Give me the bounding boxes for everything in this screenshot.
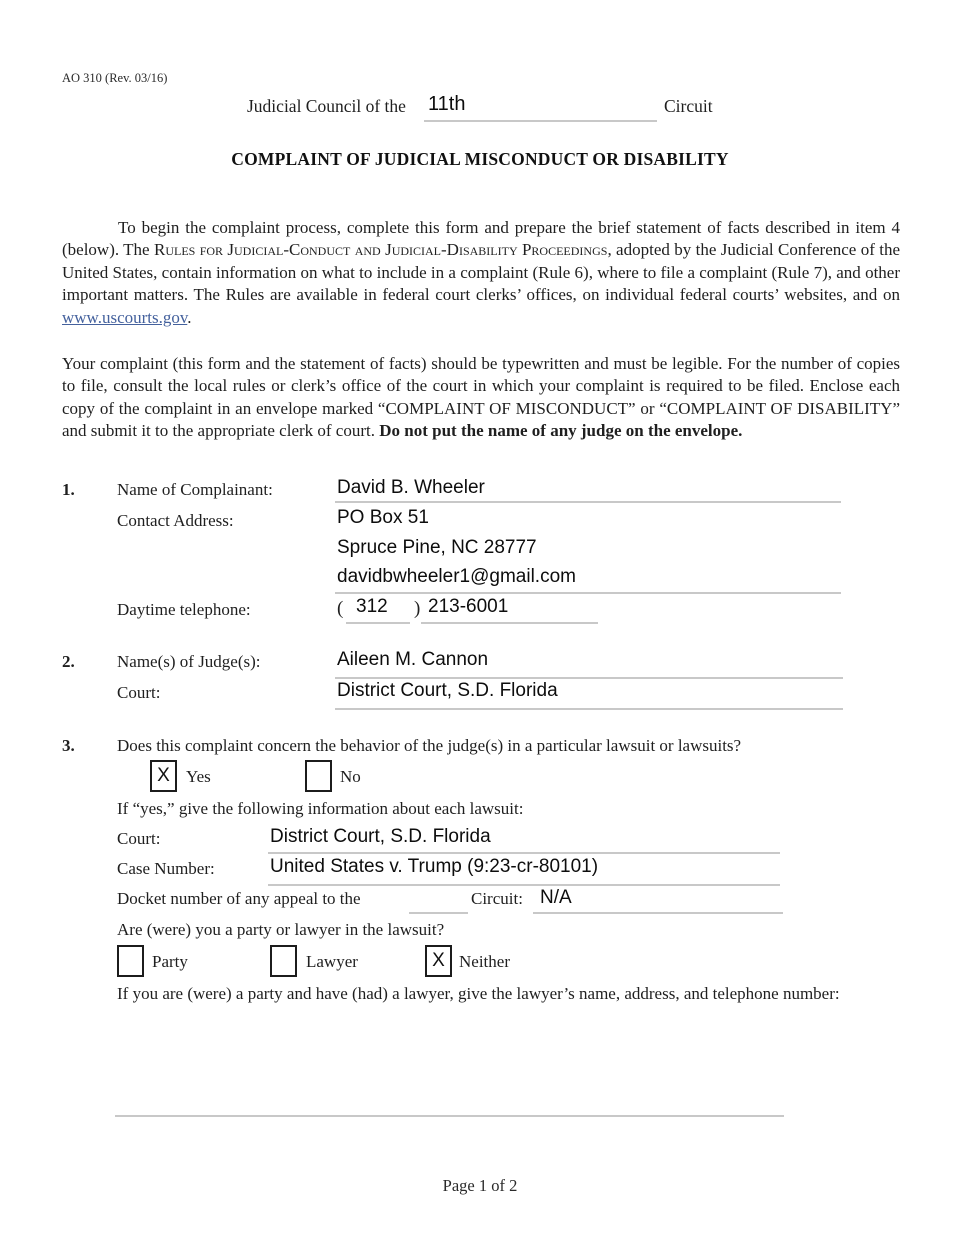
lawsuit-court-label: Court: <box>117 829 161 848</box>
case-number-label: Case Number: <box>117 859 215 878</box>
intro-paragraph-1 <box>62 217 900 329</box>
item2-court-label: Court: <box>117 683 161 702</box>
party-checkbox[interactable] <box>117 945 144 977</box>
form-title: COMPLAINT OF JUDICIAL MISCONDUCT OR DISABILITY <box>231 149 729 169</box>
judge-court-underline <box>335 708 843 710</box>
item3-number: 3. <box>62 736 75 755</box>
page-number: Page 1 of 2 <box>442 1176 518 1195</box>
party-question: Are (were) you a party or lawyer in the lawsuit? <box>117 920 445 939</box>
no-checkbox[interactable] <box>305 760 332 792</box>
intro-p1-rules-title: Rules for Judicial-Conduct and Judicial-Disability Proceedings <box>153 240 608 260</box>
council-line-prefix: Judicial Council of the <box>247 96 406 116</box>
phone-number-field[interactable]: 213-6001 <box>428 596 509 617</box>
item2-judges-label: Name(s) of Judge(s): <box>117 652 261 671</box>
neither-checkbox[interactable]: X <box>425 945 452 977</box>
lawsuit-court-underline <box>268 852 780 854</box>
item3-question: Does this complaint concern the behavior of the judge(s) in a particular lawsuit or lawsuits? <box>117 736 742 755</box>
item1-phone-label: Daytime telephone: <box>117 600 251 619</box>
docket-number-underline <box>533 912 783 914</box>
council-circuit-underline <box>424 120 657 122</box>
phone-area-code-field[interactable]: 312 <box>356 596 388 617</box>
lawsuit-court-field[interactable]: District Court, S.D. Florida <box>270 826 491 847</box>
item1-address-label: Contact Address: <box>117 511 234 530</box>
contact-address-line1-field[interactable]: PO Box 51 <box>337 507 429 528</box>
council-line-suffix: Circuit <box>664 96 713 116</box>
contact-address-line2-field[interactable]: Spruce Pine, NC 28777 <box>337 537 537 558</box>
phone-number-underline <box>421 622 598 624</box>
complainant-name-field[interactable]: David B. Wheeler <box>337 477 485 498</box>
docket-prefix-label: Docket number of any appeal to the <box>117 889 361 908</box>
item1-number: 1. <box>62 480 75 499</box>
complainant-name-underline <box>335 501 841 503</box>
phone-open-paren: ( <box>337 598 344 619</box>
judge-court-field[interactable]: District Court, S.D. Florida <box>337 680 558 701</box>
council-circuit-field[interactable]: 11th <box>428 93 466 115</box>
item2-number: 2. <box>62 652 75 671</box>
form-number: AO 310 (Rev. 03/16) <box>62 71 168 85</box>
contact-address-line3-field[interactable]: davidbwheeler1@gmail.com <box>337 566 576 587</box>
if-yes-prompt: If “yes,” give the following information about each lawsuit: <box>117 799 524 818</box>
phone-area-code-underline <box>346 622 410 624</box>
phone-close-paren: ) <box>414 598 421 619</box>
intro-p2-normal: Your complaint (this form and the statement of facts) should be typewritten and must be legible. For the number of copies to file, consult the local rules or clerk’s office of the court in which your complaint is required to be filed. Enclose each copy of the complaint in an envelope marked “COMPLAINT OF MISCONDUCT” or “COMPLAINT OF DISABILITY” and submit it to the appropriate clerk of court. <box>62 354 900 441</box>
yes-checkbox-label: Yes <box>186 767 211 786</box>
item1-name-label: Name of Complainant: <box>117 480 273 499</box>
intro-paragraph-2 <box>62 353 900 443</box>
intro-p1-start: To begin the complaint process, complete this form and prepare the brief statement of facts described in item 4 (below). The <box>62 218 900 260</box>
lawyer-checkbox[interactable] <box>270 945 297 977</box>
intro-p2-bold-warning: Do not put the name of any judge on the envelope. <box>379 421 743 441</box>
no-checkbox-label: No <box>340 767 361 786</box>
intro-p1-mid: , adopted by the Judicial Conference of the United States, contain information on what to include in a complaint (Rule 6), where to file a complaint (Rule 7), and other important matters. The Rules are available in federal court clerks’ offices, on individual federal courts’ websites, and on <box>62 240 900 305</box>
yes-checkbox[interactable]: X <box>150 760 177 792</box>
neither-checkbox-label: Neither <box>459 952 510 971</box>
lawyer-info-blank-line[interactable] <box>115 1115 784 1117</box>
docket-circuit-blank[interactable] <box>409 912 468 914</box>
case-number-underline <box>268 884 780 886</box>
docket-circuit-label: Circuit: <box>471 889 523 908</box>
case-number-field[interactable]: United States v. Trump (9:23-cr-80101) <box>270 856 599 877</box>
lawyer-checkbox-label: Lawyer <box>306 952 358 971</box>
docket-number-field[interactable]: N/A <box>540 887 572 908</box>
intro-p1-end: . <box>187 307 192 327</box>
lawyer-info-prompt: If you are (were) a party and have (had) a lawyer, give the lawyer’s name, address, and telephone number: <box>117 984 840 1003</box>
uscourts-link[interactable]: www.uscourts.gov <box>62 307 188 327</box>
party-checkbox-label: Party <box>152 952 188 971</box>
judge-names-underline <box>335 677 843 679</box>
contact-address-underline <box>335 592 841 594</box>
judge-names-field[interactable]: Aileen M. Cannon <box>337 649 489 670</box>
